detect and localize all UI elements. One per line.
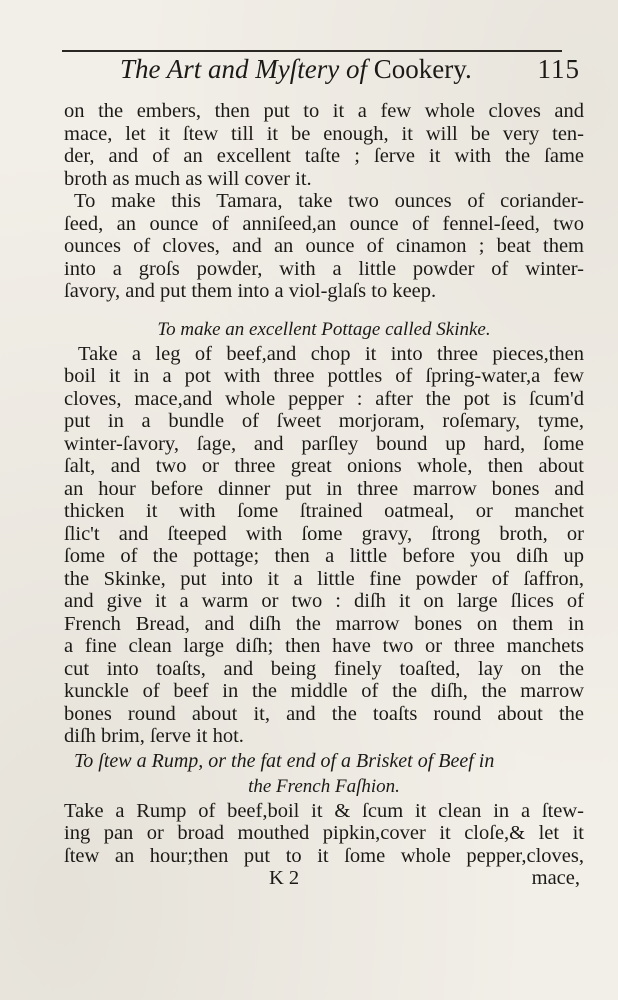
text-line: into a groſs powder, with a little powder of winter- <box>64 257 584 280</box>
text-line: boil it in a pot with three pottles of ſpring-water,a few <box>64 365 584 387</box>
page-number: 115 <box>537 54 580 84</box>
text-line: ſlic't and ſteeped with ſome gravy, ſtrong broth, or <box>64 522 584 545</box>
text-line: an hour before dinner put in three marrow bones and <box>64 477 584 500</box>
text-line: and give it a warm or two : diſh it on large ſlices of <box>64 590 584 612</box>
recipe-heading-skinke: To make an excellent Pottage called Skinke. <box>157 318 491 340</box>
text-line: thicken it with ſome ſtrained oatmeal, or manchet <box>64 500 584 522</box>
text-line: ounces of cloves, and an ounce of cinamon ; beat them <box>64 235 584 257</box>
running-title-roman: Cookery. <box>373 54 472 84</box>
text-line: French Bread, and diſh the marrow bones on them in <box>64 612 584 635</box>
text-line: cloves, mace,and whole pepper : after the pot is ſcum'd <box>64 387 584 410</box>
text-line: on the embers, then put to it a few whole cloves and <box>64 100 584 122</box>
text-line: ſtew an hour;then put to it ſome whole pepper,cloves, <box>64 844 584 867</box>
text-line: diſh brim, ſerve it hot. <box>64 725 244 747</box>
text-line: der, and of an excellent taſte ; ſerve it with the ſame <box>64 145 584 167</box>
text-line: kunckle of beef in the middle of the diſh, the marrow <box>64 680 584 702</box>
text-line: ſavory, and put them into a viol-glaſs to keep. <box>64 280 437 302</box>
text-line: ing pan or broad mouthed pipkin,cover it cloſe,& let it <box>64 822 584 844</box>
catchword: mace, <box>531 867 580 889</box>
running-header <box>62 54 580 94</box>
text-line: ſome of the pottage; then a little before you diſh up <box>64 545 584 567</box>
text-line: broth as much as will cover it. <box>64 167 312 190</box>
text-line: To make this Tamara, take two ounces of coriander- <box>74 190 584 212</box>
text-line: ſeed, an ounce of anniſeed,an ounce of fennel-ſeed, two <box>64 212 584 235</box>
text-line: a fine clean large diſh; then have two or three manchets <box>64 635 584 657</box>
text-line: winter-ſavory, ſage, and parſley bound up hard, ſome <box>64 432 584 455</box>
page-footer <box>64 867 584 890</box>
text-line: Take a leg of beef,and chop it into three pieces,then <box>78 342 584 365</box>
text-line: Take a Rump of beef,boil it & ſcum it clean in a ſtew- <box>64 799 584 822</box>
text-line: the Skinke, put into it a little fine powder of ſaffron, <box>64 567 584 590</box>
text-line: cut into toaſts, and being finely toaſted, lay on the <box>64 657 584 680</box>
text-line: mace, let it ſtew till it be enough, it will be very ten- <box>64 122 584 145</box>
recipe-heading-rump-cont: the French Faſhion. <box>248 775 400 797</box>
running-title <box>120 54 472 85</box>
text-line: bones round about it, and the toaſts round about the <box>64 702 584 725</box>
header-rule <box>62 50 562 52</box>
page-body <box>64 100 584 890</box>
signature-mark: K 2 <box>269 867 300 889</box>
text-line: put in a bundle of ſweet morjoram, roſemary, tyme, <box>64 410 584 432</box>
recipe-heading-rump: To ſtew a Rump, or the fat end of a Brisket of Beef in <box>74 749 495 772</box>
text-line: ſalt, and two or three great onions whole, then about <box>64 455 584 477</box>
running-title-italic: The Art and Myſtery of <box>120 54 367 84</box>
